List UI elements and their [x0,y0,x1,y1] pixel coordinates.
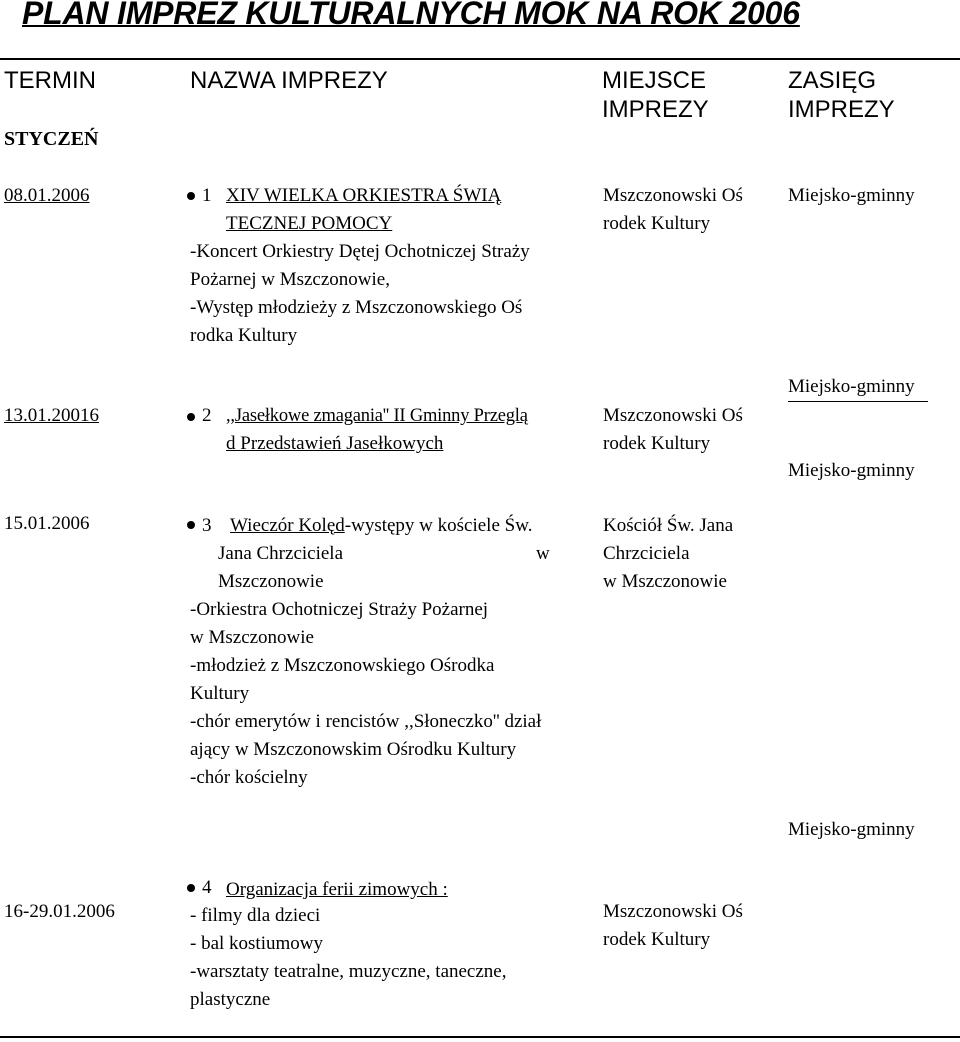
event-1-number: 1 [202,185,212,206]
event-4-place-line2: rodek Kultury [603,929,711,950]
event-2-scope-bottom: Miejsko-gminny [788,460,915,481]
month-label: STYCZEŃ [4,128,99,150]
event-1-place-line1: Mszczonowski Oś [603,185,743,206]
event-3-name-line3: Mszczonowie [218,571,324,592]
table-bottom-rule [0,1036,960,1038]
table-top-rule [0,58,960,60]
event-4-date: 16-29.01.2006 [4,901,115,922]
event-4-detail-line3: -warsztaty teatralne, muzyczne, taneczne, [190,961,507,982]
event-1-date: 08.01.2006 [4,185,90,206]
event-1-detail-line1: -Koncert Orkiestry Dętej Ochotniczej Straży [190,241,530,262]
event-2-date: 13.01.20016 [4,405,99,426]
event-2-name-line2: d Przedstawień Jasełkowych [226,433,444,454]
event-1-name-line2: TECZNEJ POMOCY [226,213,393,234]
event-4-number: 4 [202,877,212,898]
event-3-name-underlined: Wieczór Kolęd [230,515,345,536]
event-3-detail-line3: -młodzież z Mszczonowskiego Ośrodka [190,655,495,676]
header-miejsce-line2: IMPREZY [602,96,709,123]
bullet-icon [187,413,195,421]
header-nazwa: NAZWA IMPREZY [190,67,388,94]
event-3-place-line1: Kościół Św. Jana [603,515,734,536]
event-3-date: 15.01.2006 [4,513,90,534]
event-2-number: 2 [202,405,212,426]
event-3-name-line2-end: w [536,543,550,564]
event-3-detail-line6: ający w Mszczonowskim Ośrodku Kultury [190,739,517,760]
event-3-name-line1 [230,512,532,540]
header-zasieg-line1: ZASIĘG [788,67,877,94]
event-4-detail-line2: - bal kostiumowy [190,933,323,954]
event-1-place-line2: rodek Kultury [603,213,711,234]
page-title: PLAN IMPREZ KULTURALNYCH MOK NA ROK 2006 [22,0,800,31]
bullet-icon [187,521,195,529]
event-3-detail-line4: Kultury [190,683,250,704]
event-4-place-line1: Mszczonowski Oś [603,901,743,922]
event-2-place-line2: rodek Kultury [603,433,711,454]
event-1-name-line1: XIV WIELKA ORKIESTRA ŚWIĄ [226,185,502,206]
header-miejsce-line1: MIEJSCE [602,67,707,94]
event-3-name-line2: Jana Chrzciciela [218,543,344,564]
event-1-detail-line4: rodka Kultury [190,325,298,346]
event-3-place-line2: Chrzciciela [603,543,690,564]
event-3-scope: Miejsko-gminny [788,819,915,840]
event-4-name-line1: Organizacja ferii zimowych : [226,879,448,900]
event-3-detail-line1: -Orkiestra Ochotniczej Straży Pożarnej [190,599,489,620]
event-2-name-line1: ,,Jasełkowe zmagania'' II Gminny Przeglą [226,406,528,426]
event-1-scope: Miejsko-gminny [788,185,915,206]
event-3-detail-line5: -chór emerytów i rencistów ,,Słoneczko'' dział [190,711,542,732]
event-3-place-line3: w Mszczonowie [603,571,727,592]
event-2-place-line1: Mszczonowski Oś [603,405,743,426]
bullet-icon [187,884,195,892]
event-3-number: 3 [202,515,212,536]
header-zasieg-line2: IMPREZY [788,96,895,123]
event-3-detail-line7: -chór kościelny [190,767,308,788]
event-1-detail-line2: Pożarnej w Mszczonowie, [190,269,390,290]
event-3-name-rest: -występy w kościele Św. [344,515,533,536]
bullet-icon [187,192,195,200]
event-1-detail-line3: -Występ młodzieży z Mszczonowskiego Oś [190,297,523,318]
header-termin: TERMIN [4,67,96,94]
event-2-scope-top: Miejsko-gminny [788,376,915,397]
event-3-detail-line2: w Mszczonowie [190,627,314,648]
event-4-detail-line4: plastyczne [190,989,271,1010]
scope-underline [788,401,928,402]
event-4-detail-line1: - filmy dla dzieci [190,905,321,926]
